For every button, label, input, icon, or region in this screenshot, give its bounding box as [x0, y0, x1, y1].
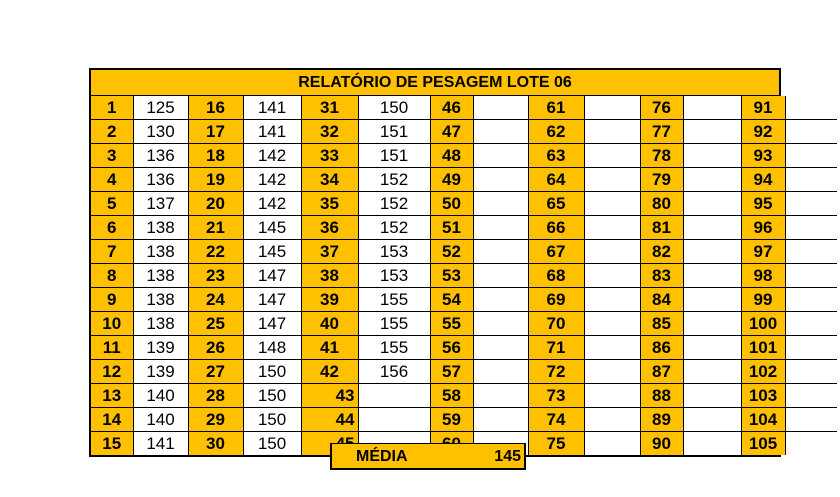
- animal-number-cell: 86: [640, 336, 683, 360]
- weight-cell: [584, 192, 640, 216]
- animal-number-cell: 50: [430, 192, 473, 216]
- weight-cell: 151: [358, 120, 430, 144]
- average-label: MÉDIA: [356, 448, 408, 465]
- weight-cell: 125: [133, 96, 188, 120]
- weight-cell: 155: [358, 336, 430, 360]
- animal-number-cell: 12: [91, 360, 133, 384]
- weight-cell: 148: [243, 336, 301, 360]
- weight-cell: [785, 408, 837, 432]
- weight-cell: 147: [243, 288, 301, 312]
- weight-cell: [473, 216, 528, 240]
- animal-number-cell: 100: [741, 312, 785, 336]
- animal-number-cell: 56: [430, 336, 473, 360]
- table-row: [91, 216, 837, 240]
- weight-cell: [785, 168, 837, 192]
- weight-cell: 145: [243, 216, 301, 240]
- weight-cell: [785, 384, 837, 408]
- weight-cell: [473, 240, 528, 264]
- animal-number-cell: 30: [188, 432, 243, 456]
- animal-number-cell: 28: [188, 384, 243, 408]
- weight-cell: 155: [358, 312, 430, 336]
- animal-number-cell: 35: [301, 192, 358, 216]
- animal-number-cell: 103: [741, 384, 785, 408]
- weight-cell: [785, 96, 837, 120]
- animal-number-cell: 92: [741, 120, 785, 144]
- animal-number-cell: 63: [528, 144, 584, 168]
- animal-number-cell: 48: [430, 144, 473, 168]
- weight-cell: 141: [133, 432, 188, 456]
- animal-number-cell: 89: [640, 408, 683, 432]
- table-row: [91, 312, 837, 336]
- animal-number-cell: 11: [91, 336, 133, 360]
- animal-number-cell: 46: [430, 96, 473, 120]
- weight-cell: [785, 240, 837, 264]
- weight-cell: 142: [243, 144, 301, 168]
- weight-cell: 152: [358, 192, 430, 216]
- animal-number-cell: 93: [741, 144, 785, 168]
- animal-number-cell: 9: [91, 288, 133, 312]
- weight-cell: 138: [133, 288, 188, 312]
- weight-cell: [584, 360, 640, 384]
- weight-cell: [785, 120, 837, 144]
- weight-cell: [584, 120, 640, 144]
- weight-cell: 140: [133, 408, 188, 432]
- weight-cell: [473, 408, 528, 432]
- animal-number-cell: 96: [741, 216, 785, 240]
- weight-cell: [785, 432, 837, 456]
- weight-cell: [473, 288, 528, 312]
- animal-number-cell: 41: [301, 336, 358, 360]
- animal-number-cell: 98: [741, 264, 785, 288]
- weight-cell: [473, 192, 528, 216]
- animal-number-cell: 4: [91, 168, 133, 192]
- animal-number-cell: 29: [188, 408, 243, 432]
- weights-grid: [91, 96, 837, 455]
- weight-cell: [785, 216, 837, 240]
- animal-number-cell: 18: [188, 144, 243, 168]
- weight-cell: 130: [133, 120, 188, 144]
- weight-cell: [584, 144, 640, 168]
- animal-number-cell: 105: [741, 432, 785, 456]
- weight-cell: [785, 264, 837, 288]
- animal-number-cell: 91: [741, 96, 785, 120]
- weight-cell: [473, 144, 528, 168]
- animal-number-cell: 79: [640, 168, 683, 192]
- table-row: [91, 360, 837, 384]
- weight-cell: [584, 336, 640, 360]
- table-row: [91, 240, 837, 264]
- weight-cell: [584, 168, 640, 192]
- animal-number-cell: 15: [91, 432, 133, 456]
- animal-number-cell: 26: [188, 336, 243, 360]
- weight-cell: [473, 120, 528, 144]
- weight-cell: [584, 408, 640, 432]
- weight-cell: 156: [358, 360, 430, 384]
- animal-number-cell: 66: [528, 216, 584, 240]
- animal-number-cell: 37: [301, 240, 358, 264]
- animal-number-cell: 53: [430, 264, 473, 288]
- animal-number-cell: 65: [528, 192, 584, 216]
- table-row: [91, 408, 837, 432]
- weight-cell: [683, 168, 741, 192]
- animal-number-cell: 21: [188, 216, 243, 240]
- weight-cell: [683, 120, 741, 144]
- weight-cell: [473, 168, 528, 192]
- weight-cell: 139: [133, 336, 188, 360]
- animal-number-cell: 17: [188, 120, 243, 144]
- weight-cell: [473, 264, 528, 288]
- weight-cell: 141: [243, 120, 301, 144]
- weight-cell: 153: [358, 264, 430, 288]
- animal-number-cell: 13: [91, 384, 133, 408]
- animal-number-cell: 67: [528, 240, 584, 264]
- animal-number-cell: 99: [741, 288, 785, 312]
- weight-cell: [473, 384, 528, 408]
- table-row: [91, 336, 837, 360]
- animal-number-cell: 2: [91, 120, 133, 144]
- weight-cell: [785, 192, 837, 216]
- animal-number-cell: 83: [640, 264, 683, 288]
- average-value: 145: [494, 448, 521, 465]
- animal-number-cell: 25: [188, 312, 243, 336]
- weight-cell: [473, 96, 528, 120]
- weight-cell: 142: [243, 192, 301, 216]
- animal-number-cell: 59: [430, 408, 473, 432]
- weight-cell: [584, 264, 640, 288]
- animal-number-cell: 39: [301, 288, 358, 312]
- weight-cell: 140: [133, 384, 188, 408]
- weight-cell: [683, 408, 741, 432]
- animal-number-cell: 90: [640, 432, 683, 456]
- animal-number-cell: 44: [301, 408, 358, 432]
- animal-number-cell: 3: [91, 144, 133, 168]
- animal-number-cell: 34: [301, 168, 358, 192]
- animal-number-cell: 57: [430, 360, 473, 384]
- weight-cell: [584, 288, 640, 312]
- weight-cell: 150: [243, 384, 301, 408]
- weight-cell: [785, 336, 837, 360]
- weight-cell: 150: [243, 432, 301, 456]
- weight-cell: 155: [358, 288, 430, 312]
- weight-cell: 152: [358, 216, 430, 240]
- weight-cell: [683, 144, 741, 168]
- weight-cell: 138: [133, 216, 188, 240]
- animal-number-cell: 80: [640, 192, 683, 216]
- weight-cell: [584, 96, 640, 120]
- weight-cell: [683, 264, 741, 288]
- table-row: [91, 96, 837, 120]
- animal-number-cell: 74: [528, 408, 584, 432]
- weight-cell: [473, 360, 528, 384]
- weight-cell: [683, 240, 741, 264]
- animal-number-cell: 104: [741, 408, 785, 432]
- weight-cell: 151: [358, 144, 430, 168]
- animal-number-cell: 85: [640, 312, 683, 336]
- animal-number-cell: 64: [528, 168, 584, 192]
- animal-number-cell: 27: [188, 360, 243, 384]
- animal-number-cell: 16: [188, 96, 243, 120]
- animal-number-cell: 54: [430, 288, 473, 312]
- animal-number-cell: 36: [301, 216, 358, 240]
- animal-number-cell: 101: [741, 336, 785, 360]
- animal-number-cell: 33: [301, 144, 358, 168]
- weight-cell: [683, 336, 741, 360]
- animal-number-cell: 69: [528, 288, 584, 312]
- weight-cell: [683, 96, 741, 120]
- weight-cell: 142: [243, 168, 301, 192]
- weight-cell: [683, 288, 741, 312]
- weight-cell: [683, 384, 741, 408]
- weight-cell: [683, 312, 741, 336]
- animal-number-cell: 20: [188, 192, 243, 216]
- table-row: [91, 168, 837, 192]
- weight-cell: [584, 432, 640, 456]
- animal-number-cell: 78: [640, 144, 683, 168]
- animal-number-cell: 5: [91, 192, 133, 216]
- animal-number-cell: 72: [528, 360, 584, 384]
- animal-number-cell: 42: [301, 360, 358, 384]
- weight-cell: 150: [358, 96, 430, 120]
- animal-number-cell: 58: [430, 384, 473, 408]
- animal-number-cell: 7: [91, 240, 133, 264]
- animal-number-cell: 6: [91, 216, 133, 240]
- animal-number-cell: 43: [301, 384, 358, 408]
- animal-number-cell: 70: [528, 312, 584, 336]
- table-row: [91, 384, 837, 408]
- weight-cell: 136: [133, 168, 188, 192]
- weight-cell: 147: [243, 312, 301, 336]
- table-row: [91, 288, 837, 312]
- weight-cell: 145: [243, 240, 301, 264]
- animal-number-cell: 24: [188, 288, 243, 312]
- table-row: [91, 192, 837, 216]
- animal-number-cell: 76: [640, 96, 683, 120]
- animal-number-cell: 97: [741, 240, 785, 264]
- weight-cell: 147: [243, 264, 301, 288]
- weight-cell: 153: [358, 240, 430, 264]
- weight-cell: 152: [358, 168, 430, 192]
- weight-cell: 139: [133, 360, 188, 384]
- animal-number-cell: 81: [640, 216, 683, 240]
- weight-cell: 138: [133, 240, 188, 264]
- animal-number-cell: 23: [188, 264, 243, 288]
- weight-cell: [584, 216, 640, 240]
- animal-number-cell: 102: [741, 360, 785, 384]
- weight-cell: [683, 192, 741, 216]
- weight-cell: 150: [243, 408, 301, 432]
- table-row: [91, 144, 837, 168]
- animal-number-cell: 71: [528, 336, 584, 360]
- animal-number-cell: 38: [301, 264, 358, 288]
- weight-cell: 138: [133, 264, 188, 288]
- animal-number-cell: 51: [430, 216, 473, 240]
- table-row: [91, 120, 837, 144]
- weight-cell: 136: [133, 144, 188, 168]
- weight-cell: 141: [243, 96, 301, 120]
- weight-cell: [785, 360, 837, 384]
- animal-number-cell: 84: [640, 288, 683, 312]
- weighing-report-table: [89, 68, 781, 457]
- animal-number-cell: 55: [430, 312, 473, 336]
- animal-number-cell: 14: [91, 408, 133, 432]
- weight-cell: [785, 288, 837, 312]
- weight-cell: [473, 336, 528, 360]
- animal-number-cell: 77: [640, 120, 683, 144]
- weight-cell: [584, 312, 640, 336]
- table-row: [91, 264, 837, 288]
- animal-number-cell: 94: [741, 168, 785, 192]
- animal-number-cell: 87: [640, 360, 683, 384]
- animal-number-cell: 68: [528, 264, 584, 288]
- animal-number-cell: 19: [188, 168, 243, 192]
- weight-cell: [683, 216, 741, 240]
- report-title: RELATÓRIO DE PESAGEM LOTE 06: [91, 70, 779, 96]
- animal-number-cell: 52: [430, 240, 473, 264]
- animal-number-cell: 47: [430, 120, 473, 144]
- weight-cell: 138: [133, 312, 188, 336]
- animal-number-cell: 31: [301, 96, 358, 120]
- animal-number-cell: 61: [528, 96, 584, 120]
- animal-number-cell: 62: [528, 120, 584, 144]
- weight-cell: [785, 144, 837, 168]
- animal-number-cell: 10: [91, 312, 133, 336]
- animal-number-cell: 8: [91, 264, 133, 288]
- animal-number-cell: 95: [741, 192, 785, 216]
- animal-number-cell: 40: [301, 312, 358, 336]
- weight-cell: [683, 432, 741, 456]
- weight-cell: 137: [133, 192, 188, 216]
- animal-number-cell: 32: [301, 120, 358, 144]
- animal-number-cell: 82: [640, 240, 683, 264]
- weight-cell: [358, 408, 430, 432]
- animal-number-cell: 88: [640, 384, 683, 408]
- animal-number-cell: 49: [430, 168, 473, 192]
- animal-number-cell: 75: [528, 432, 584, 456]
- weight-cell: [473, 312, 528, 336]
- weight-cell: 150: [243, 360, 301, 384]
- weight-cell: [683, 360, 741, 384]
- weight-cell: [785, 312, 837, 336]
- animal-number-cell: 1: [91, 96, 133, 120]
- weight-cell: [584, 384, 640, 408]
- weight-cell: [358, 384, 430, 408]
- weight-cell: [584, 240, 640, 264]
- animal-number-cell: 73: [528, 384, 584, 408]
- average-box: [330, 443, 526, 470]
- animal-number-cell: 22: [188, 240, 243, 264]
